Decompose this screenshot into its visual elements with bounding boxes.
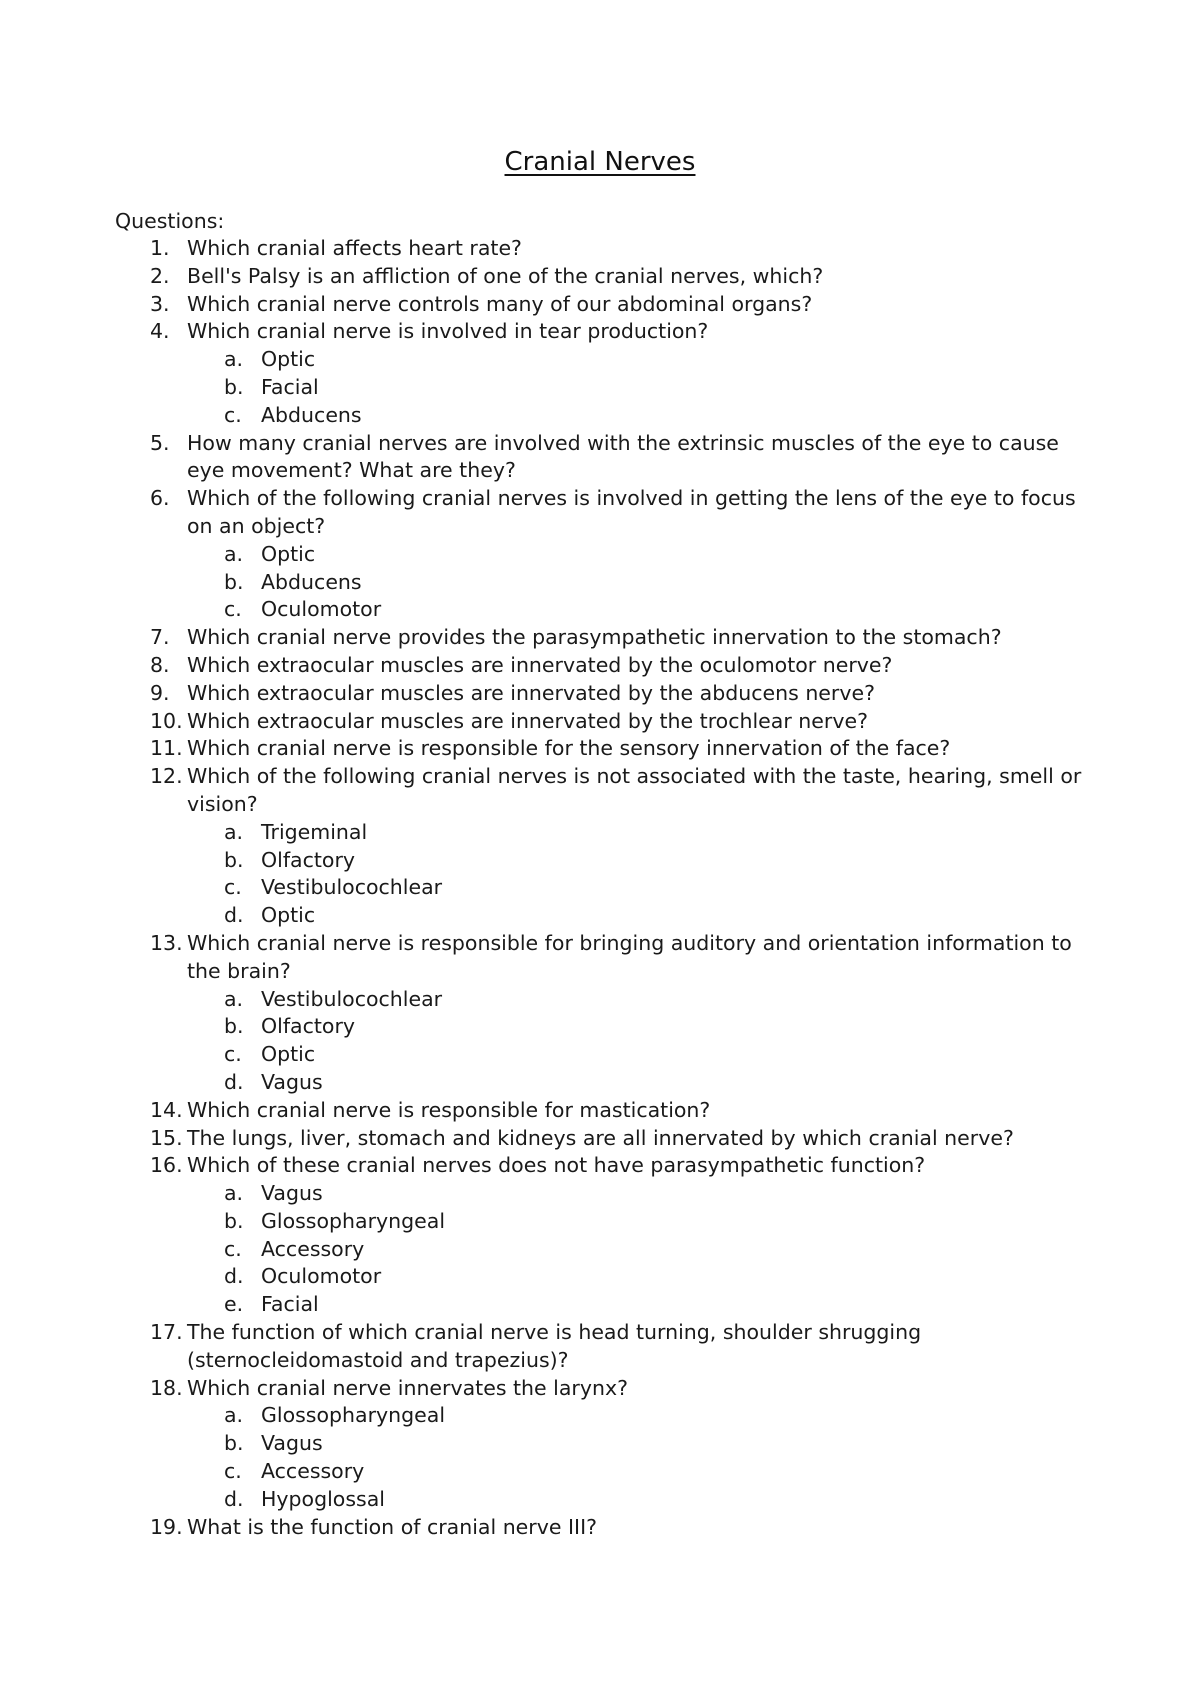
option-letter: d. bbox=[224, 1069, 244, 1094]
question-item bbox=[0, 624, 1200, 652]
question-item bbox=[0, 1125, 1200, 1153]
question-number: 9. bbox=[150, 680, 170, 705]
option-letter: c. bbox=[224, 1459, 242, 1484]
question-text: Bell's Palsy is an affliction of one of the cranial nerves, which? bbox=[187, 263, 824, 288]
question-item bbox=[0, 430, 1200, 486]
question-text: Which extraocular muscles are innervated by the trochlear nerve? bbox=[187, 708, 868, 733]
option-letter: b. bbox=[224, 1208, 244, 1233]
question-number: 14. bbox=[150, 1097, 183, 1122]
option-text: Olfactory bbox=[261, 1014, 356, 1039]
question-text: Which cranial nerve is involved in tear production? bbox=[187, 319, 709, 344]
option-letter: b. bbox=[224, 847, 244, 872]
answer-option bbox=[0, 1263, 1100, 1291]
question-text: Which cranial nerve innervates the larynx? bbox=[187, 1375, 629, 1400]
option-letter: d. bbox=[224, 1264, 244, 1289]
option-text: Facial bbox=[261, 374, 319, 399]
question-number: 4. bbox=[150, 319, 170, 344]
question-text: Which of the following cranial nerves is involved in getting the lens of the eye to focus on an object? bbox=[187, 486, 1076, 538]
questions-heading: Questions: bbox=[115, 209, 225, 233]
question-item bbox=[0, 291, 1200, 319]
question-text: How many cranial nerves are involved with the extrinsic muscles of the eye to cause eye movement? What are they? bbox=[187, 430, 1059, 483]
option-text: Optic bbox=[261, 1042, 316, 1067]
option-text: Facial bbox=[261, 1292, 319, 1317]
question-text: Which cranial nerve is responsible for the sensory innervation of the face? bbox=[187, 736, 951, 761]
question-number: 12. bbox=[150, 764, 183, 789]
question-item bbox=[0, 708, 1200, 736]
question-text: Which of the following cranial nerves is not associated with the taste, hearing, smell or vision? bbox=[187, 764, 1082, 816]
option-letter: b. bbox=[224, 569, 244, 594]
option-letter: a. bbox=[224, 1181, 244, 1206]
option-text: Hypoglossal bbox=[261, 1486, 385, 1511]
answer-options bbox=[187, 1402, 1100, 1513]
option-text: Abducens bbox=[261, 402, 362, 427]
question-number: 6. bbox=[150, 486, 170, 511]
question-number: 10. bbox=[150, 708, 183, 733]
answer-option bbox=[0, 1013, 1100, 1041]
option-text: Accessory bbox=[261, 1459, 365, 1484]
option-letter: b. bbox=[224, 1014, 244, 1039]
answer-option bbox=[0, 1208, 1100, 1236]
option-letter: b. bbox=[224, 374, 244, 399]
question-number: 5. bbox=[150, 430, 170, 455]
answer-option bbox=[0, 1041, 1100, 1069]
option-letter: c. bbox=[224, 597, 242, 622]
option-letter: a. bbox=[224, 541, 244, 566]
question-item bbox=[0, 1152, 1200, 1319]
question-item bbox=[0, 930, 1200, 1097]
option-text: Olfactory bbox=[261, 847, 356, 872]
question-number: 8. bbox=[150, 652, 170, 677]
option-text: Vagus bbox=[261, 1181, 323, 1206]
question-item bbox=[0, 263, 1200, 291]
question-item bbox=[0, 235, 1200, 263]
question-text: Which extraocular muscles are innervated by the oculomotor nerve? bbox=[187, 652, 893, 677]
answer-option bbox=[0, 346, 1100, 374]
question-item bbox=[0, 735, 1200, 763]
answer-option bbox=[0, 819, 1100, 847]
answer-option bbox=[0, 541, 1100, 569]
answer-option bbox=[0, 1291, 1100, 1319]
question-number: 2. bbox=[150, 263, 170, 288]
question-item bbox=[0, 1514, 1200, 1542]
question-number: 3. bbox=[150, 291, 170, 316]
answer-options bbox=[187, 986, 1100, 1097]
answer-option bbox=[0, 874, 1100, 902]
answer-option bbox=[0, 1180, 1100, 1208]
question-number: 19. bbox=[150, 1514, 183, 1539]
option-text: Optic bbox=[261, 541, 316, 566]
option-text: Vagus bbox=[261, 1069, 323, 1094]
question-text: The function of which cranial nerve is head turning, shoulder shrugging (sternocleidomastoid and trapezius)? bbox=[187, 1320, 922, 1372]
option-text: Vagus bbox=[261, 1431, 323, 1456]
answer-option bbox=[0, 1458, 1100, 1486]
answer-option bbox=[0, 1069, 1100, 1097]
question-number: 18. bbox=[150, 1375, 183, 1400]
question-text: Which cranial nerve is responsible for bringing auditory and orientation information to the brain? bbox=[187, 930, 1072, 983]
option-text: Oculomotor bbox=[261, 597, 382, 622]
option-letter: a. bbox=[224, 347, 244, 372]
question-item bbox=[0, 318, 1200, 429]
option-text: Vestibulocochlear bbox=[261, 986, 443, 1011]
option-letter: c. bbox=[224, 1236, 242, 1261]
document-title: Cranial Nerves bbox=[504, 147, 696, 177]
answer-option bbox=[0, 847, 1100, 875]
question-item bbox=[0, 1375, 1200, 1514]
option-letter: a. bbox=[224, 819, 244, 844]
answer-options bbox=[187, 819, 1100, 930]
option-letter: c. bbox=[224, 875, 242, 900]
answer-option bbox=[0, 1236, 1100, 1264]
question-item bbox=[0, 485, 1200, 624]
question-text: What is the function of cranial nerve III? bbox=[187, 1514, 597, 1539]
question-number: 17. bbox=[150, 1320, 183, 1345]
question-number: 7. bbox=[150, 625, 170, 650]
option-letter: d. bbox=[224, 1486, 244, 1511]
question-number: 11. bbox=[150, 736, 183, 761]
answer-option bbox=[0, 1402, 1100, 1430]
question-number: 1. bbox=[150, 236, 170, 260]
question-text: Which cranial nerve controls many of our abdominal organs? bbox=[187, 291, 813, 316]
option-letter: c. bbox=[224, 1042, 242, 1067]
answer-option bbox=[0, 902, 1100, 930]
question-text: Which cranial nerve provides the parasympathetic innervation to the stomach? bbox=[187, 625, 1002, 650]
answer-option bbox=[0, 1430, 1100, 1458]
question-list bbox=[0, 235, 1200, 1541]
answer-option bbox=[0, 596, 1100, 624]
question-number: 13. bbox=[150, 930, 183, 955]
question-item bbox=[0, 1097, 1200, 1125]
answer-option bbox=[0, 402, 1100, 430]
question-item bbox=[0, 652, 1200, 680]
question-text: The lungs, liver, stomach and kidneys are all innervated by which cranial nerve? bbox=[187, 1125, 1014, 1150]
question-text: Which cranial nerve is responsible for mastication? bbox=[187, 1097, 711, 1122]
question-number: 16. bbox=[150, 1153, 183, 1178]
question-text: Which cranial affects heart rate? bbox=[187, 236, 522, 260]
option-text: Oculomotor bbox=[261, 1264, 382, 1289]
option-text: Vestibulocochlear bbox=[261, 875, 443, 900]
option-text: Glossopharyngeal bbox=[261, 1208, 446, 1233]
answer-option bbox=[0, 986, 1100, 1014]
question-number: 15. bbox=[150, 1125, 183, 1150]
answer-option bbox=[0, 1486, 1100, 1514]
answer-options bbox=[187, 346, 1100, 429]
option-letter: c. bbox=[224, 402, 242, 427]
option-letter: b. bbox=[224, 1431, 244, 1456]
option-text: Glossopharyngeal bbox=[261, 1403, 446, 1428]
question-text: Which extraocular muscles are innervated by the abducens nerve? bbox=[187, 680, 875, 705]
option-letter: e. bbox=[224, 1292, 244, 1317]
option-text: Optic bbox=[261, 903, 316, 928]
question-item bbox=[0, 763, 1200, 930]
answer-options bbox=[187, 1180, 1100, 1319]
option-text: Optic bbox=[261, 347, 316, 372]
option-text: Accessory bbox=[261, 1236, 365, 1261]
option-letter: d. bbox=[224, 903, 244, 928]
option-text: Abducens bbox=[261, 569, 362, 594]
question-item bbox=[0, 680, 1200, 708]
answer-options bbox=[187, 541, 1100, 624]
answer-option bbox=[0, 569, 1100, 597]
question-item bbox=[0, 1319, 1200, 1375]
option-letter: a. bbox=[224, 986, 244, 1011]
answer-option bbox=[0, 374, 1100, 402]
question-text: Which of these cranial nerves does not have parasympathetic function? bbox=[187, 1153, 926, 1178]
option-text: Trigeminal bbox=[261, 819, 368, 844]
option-letter: a. bbox=[224, 1403, 244, 1428]
